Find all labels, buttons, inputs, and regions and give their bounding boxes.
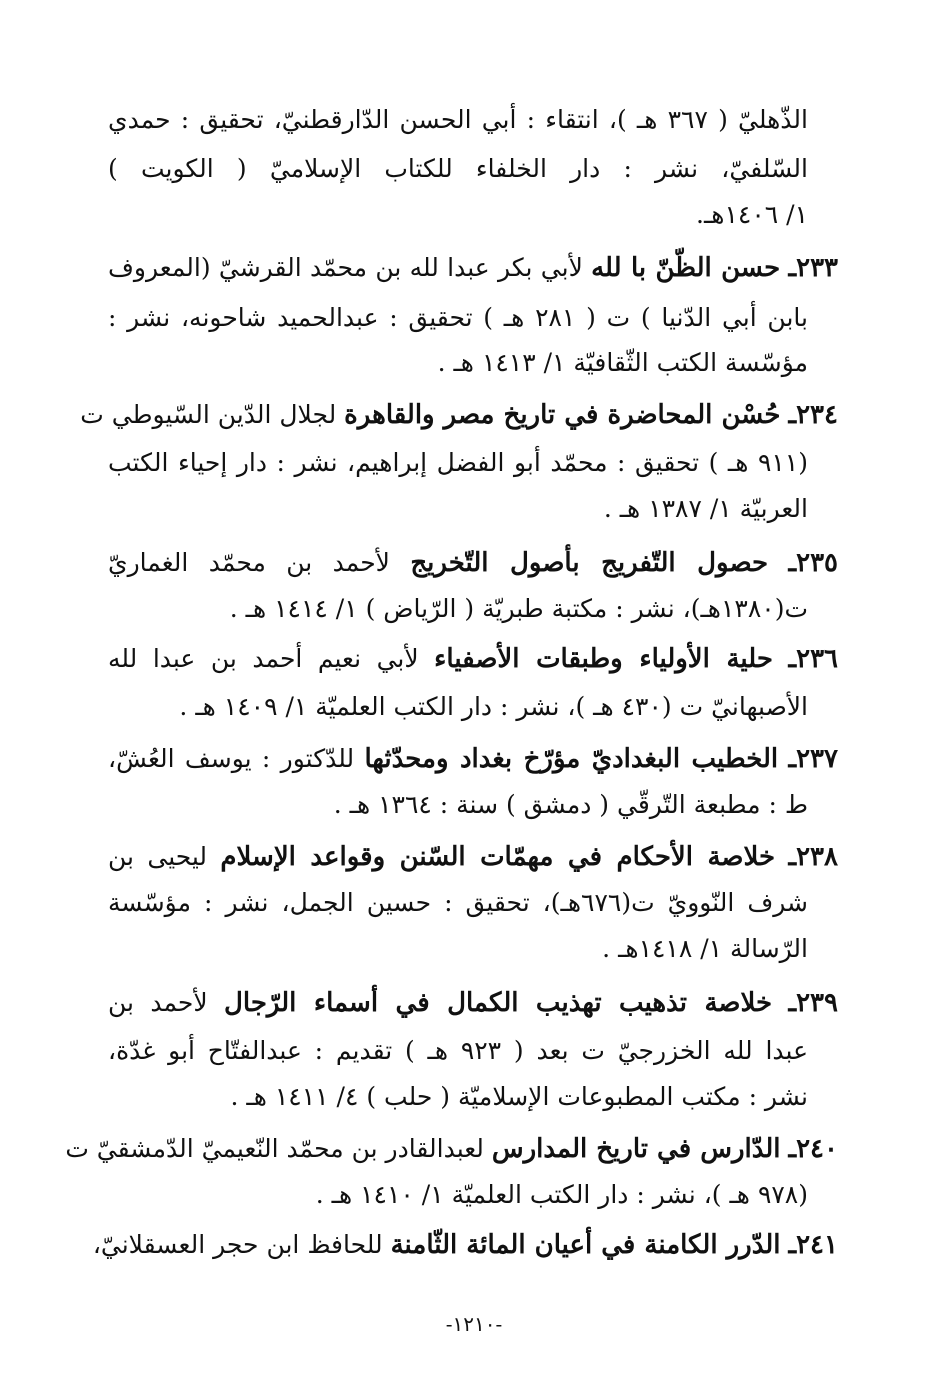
entry-236-line-2: الأصبهانيّ ت (٤٣٠ هـ )، نشر : دار الكتب العلميّة ١/ ١٤٠٩ هـ . (179, 692, 808, 721)
entry-240-line-1 (65, 1126, 838, 1172)
entry-number: ٢٣٩ـ (788, 988, 838, 1018)
entry-232-line-3: ١/ ١٤٠٦هـ. (696, 200, 808, 229)
entry-number: ٢٣٣ـ (788, 253, 839, 283)
entry-238-line-3: الرّسالة ١/ ١٤١٨هـ . (602, 934, 808, 963)
entry-number: ٢٣٨ـ (788, 842, 838, 872)
entry-title: حسن الظّنّ با لله (591, 253, 781, 283)
entry-241-line-1 (92, 1222, 838, 1268)
entry-239-line-2: عبدا لله الخزرجيّ ت بعد ( ٩٢٣ هـ ) تقديم : عبدالفتّاح أبو غدّة، (108, 1036, 808, 1065)
entry-232-line-1: الذّهليّ ( ٣٦٧ هـ )، انتقاء : أبي الحسن الدّارقطنيّ، تحقيق : حمدي (108, 105, 808, 134)
entry-240-line-2: (٩٧٨ هـ )، نشر : دار الكتب العلميّة ١/ ١٤١٠ هـ . (315, 1180, 808, 1209)
entry-234-line-1 (80, 392, 838, 438)
entry-text: لعبدالقادر بن محمّد النّعيميّ الدّمشقيّ ت (65, 1134, 484, 1163)
entry-239-line-3: نشر : مكتب المطبوعات الإسلاميّة ( حلب ) ٤/ ١٤١١ هـ . (230, 1082, 808, 1111)
entry-text: لأبي بكر عبدا لله بن محمّد القرشيّ (المعروف (108, 253, 583, 282)
entry-number: ٢٣٦ـ (788, 644, 839, 674)
entry-238-line-1 (108, 834, 838, 880)
entry-title: خلاصة الأحكام في مهمّات السّنن وقواعد الإسلام (220, 842, 776, 872)
entry-235-line-2: ت(١٣٨٠هـ)، نشر : مكتبة طبريّة ( الرّياض ) ١/ ١٤١٤ هـ . (229, 594, 808, 623)
entry-title: حلية الأولياء وطبقات الأصفياء (434, 644, 773, 674)
entry-text: للحافظ ابن حجر العسقلانيّ، (92, 1230, 383, 1259)
entry-text: لجلال الدّين السّيوطي ت (80, 400, 337, 429)
entry-title: الدّرر الكامنة في أعيان المائة الثّامنة (390, 1230, 781, 1260)
entry-235-line-1 (108, 540, 838, 586)
entry-text: لأحمد بن (108, 988, 208, 1017)
entry-text: للدّكتور : يوسف العُشّ، (108, 744, 355, 773)
entry-text: لأحمد بن محمّد الغماريّ (108, 548, 390, 577)
entry-237-line-2: ط : مطبعة التّرقّي ( دمشق ) سنة : ١٣٦٤ هـ . (333, 790, 808, 819)
entry-number: ٢٣٤ـ (788, 400, 838, 430)
entry-234-line-3: العربيّة ١/ ١٣٨٧ هـ . (603, 494, 808, 523)
entry-title: حُسْن المحاضرة في تاريخ مصر والقاهرة (344, 400, 781, 430)
entry-234-line-2: (٩١١ هـ ) تحقيق : محمّد أبو الفضل إبراهيم، نشر : دار إحياء الكتب (108, 448, 808, 477)
entry-233-line-3: مؤسّسة الكتب الثّقافيّة ١/ ١٤١٣ هـ . (437, 348, 808, 377)
entry-title: الخطيب البغداديّ مؤرّخ بغداد ومحدّثها (364, 744, 779, 774)
entry-text: لأبي نعيم أحمد بن عبدا لله (108, 644, 419, 673)
entry-number: ٢٤٠ـ (788, 1134, 838, 1164)
entry-text: ليحيى بن (108, 842, 208, 871)
entry-number: ٢٣٥ـ (788, 548, 839, 578)
page-number: -١٢١٠- (445, 1312, 503, 1336)
entry-number: ٢٣٧ـ (788, 744, 838, 774)
entry-title: الدّارس في تاريخ المدارس (491, 1134, 781, 1164)
entry-233-line-2: بابن أبي الدّنيا ) ت ( ٢٨١ هـ ) تحقيق : عبدالحميد شاحونه، نشر : (108, 303, 808, 332)
entry-239-line-1 (108, 980, 838, 1026)
entry-233-line-1 (108, 245, 838, 291)
entry-number: ٢٤١ـ (788, 1230, 838, 1260)
entry-232-line-2: السّلفيّ، نشر : دار الخلفاء للكتاب الإسلاميّ ( الكويت ) (108, 154, 808, 183)
entry-title: خلاصة تذهيب تهذيب الكمال في أسماء الرّجال (224, 988, 773, 1018)
entry-238-line-2: شرف النّوويّ ت(٦٧٦هـ)، تحقيق : حسين الجمل، نشر : مؤسّسة (108, 888, 808, 917)
entry-236-line-1 (108, 636, 838, 682)
entry-237-line-1 (108, 736, 838, 782)
entry-title: حصول التّفريج بأصول التّخريج (410, 548, 769, 578)
